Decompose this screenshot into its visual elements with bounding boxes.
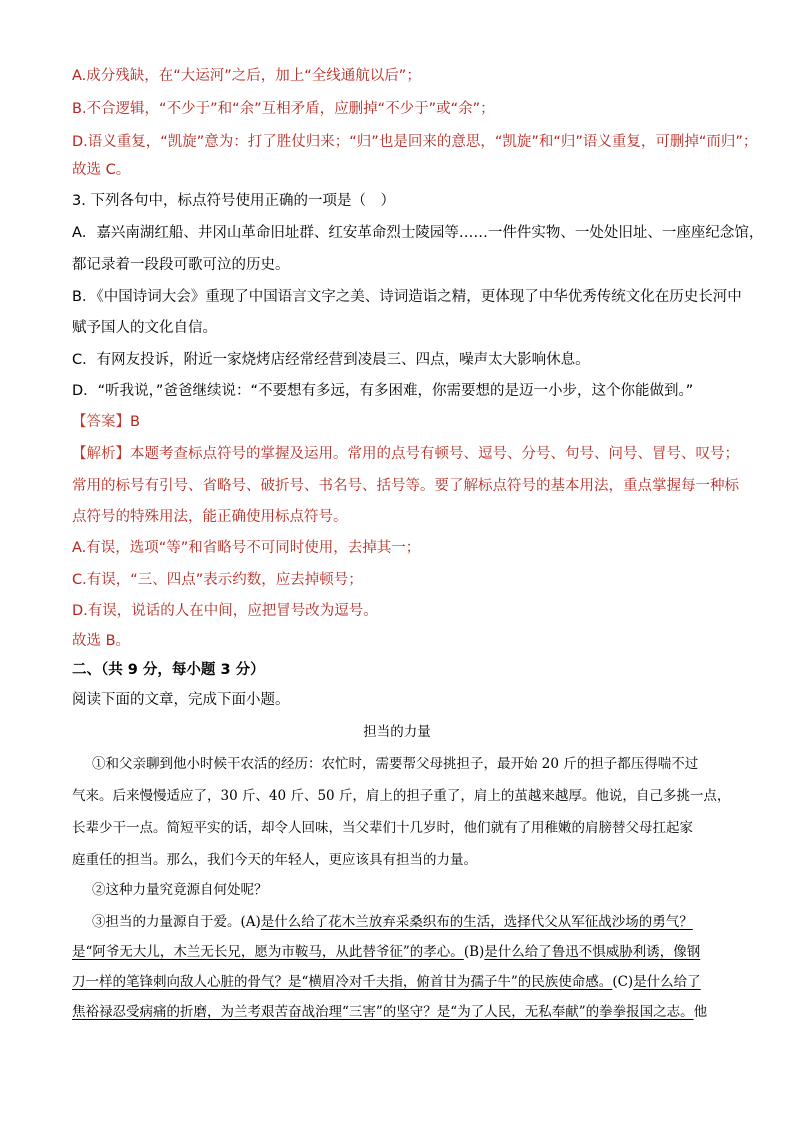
analysis-item-c: C.有误，“三、四点”表示约数，应去掉顿号；	[72, 572, 363, 588]
section2-instruction: 阅读下面的文章，完成下面小题。	[72, 692, 290, 708]
passage-p3-line3-b: (C)	[612, 974, 634, 990]
answer-tag: 【答案】	[72, 414, 130, 430]
passage-p2: ②这种力量究竟源自何处呢？	[92, 882, 268, 898]
analysis-item-d: D.有误，说话的人在中间，应把冒号改为逗号。	[72, 603, 378, 619]
question3-option-c: C．有网友投诉，附近一家烧烤店经常经营到凌晨三、四点，噪声太大影响休息。	[72, 352, 590, 368]
answer-line-b: B.不合逻辑，“不少于”和“余”互相矛盾，应删掉“不少于”或“余”；	[72, 101, 495, 117]
analysis-item-a: A.有误，选项“等”和省略号不可同时使用，去掉其一；	[72, 540, 421, 556]
answer-value: B	[130, 414, 140, 430]
question3-option-b-line2: 赋予国人的文化自信。	[72, 320, 217, 336]
passage-p3-line1-b: 是什么给了花木兰放弃采桑织布的生活，选择代父从军征战沙场的勇气？	[260, 914, 693, 930]
passage-p1-line1: ①和父亲聊到他小时候干农活的经历：农忙时，需要帮父母挑担子，最开始 20 斤的担子都压得喘不过	[92, 756, 699, 772]
question3-option-d: D．“听我说，”爸爸继续说：“不要想有多远，有多困难，你需要想的是迈一小步，这个你能做到。”	[72, 383, 694, 399]
question3-option-b-line1: B．《中国诗词大会》重现了中国语言文字之美、诗词造诣之精，更体现了中华优秀传统文化在历史长河中	[72, 289, 742, 305]
answer-line	[72, 412, 722, 432]
passage-p3-line3	[72, 972, 724, 992]
passage-p3-line4-b: 他	[693, 1004, 708, 1020]
passage-p3-line4-a: 焦裕禄忍受病痛的折磨，为兰考艰苦奋战治理“三害”的坚守？是“为了人民，无私奉献”的拳拳报国之志。	[72, 1004, 694, 1020]
passage-p3-line3-a: 刀一样的笔锋刺向敌人心脏的骨气？是“横眉冷对千夫指，俯首甘为孺子牛”的民族使命感。	[72, 974, 613, 990]
passage-p3-line1	[72, 912, 724, 932]
passage-p3-line1-a: ③担当的力量源自于爱。(A)	[92, 914, 261, 930]
passage-p3-line2-a: 是“阿爷无大儿，木兰无长兄，愿为市鞍马，从此替爷征”的孝心。	[72, 944, 464, 960]
question3-stem: 3. 下列各句中，标点符号使用正确的一项是（ ）	[72, 193, 395, 209]
analysis-line2: 常用的标号有引号、省略号、破折号、书名号、括号等。要了解标点符号的基本用法，重点掌握每一种标	[72, 478, 739, 494]
passage-p1-line4: 庭重任的担当。那么，我们今天的年轻人，更应该具有担当的力量。	[72, 852, 477, 868]
section2-heading: 二、（共 9 分，每小题 3 分）	[72, 662, 265, 678]
passage-p3-line2-c: 是什么给了鲁迅不惧威胁利诱，像钢	[484, 944, 701, 960]
answer-line-d: D.语义重复，“凯旋”意为：打了胜仗归来；“归”也是回来的意思，“凯旋”和“归”语义重复，可删掉“而归”；	[72, 134, 758, 150]
answer-line-a: A.成分残缺，在“大运河”之后，加上“全线通航以后”；	[72, 68, 421, 84]
passage-title: 担当的力量	[363, 724, 431, 740]
passage-p3-line2	[72, 942, 724, 962]
passage-p3-line4	[72, 1002, 724, 1022]
analysis-text1: 本题考查标点符号的掌握及运用。常用的点号有顿号、逗号、分号、句号、问号、冒号、叹号；	[130, 446, 739, 462]
passage-p3-line3-c: 是什么给了	[633, 974, 701, 990]
choice-c-line: 故选 C。	[72, 162, 131, 178]
analysis-line3: 点符号的特殊用法，能正确使用标点符号。	[72, 509, 348, 525]
analysis-tag: 【解析】	[72, 446, 130, 462]
passage-p1-line2: 气来。后来慢慢适应了，30 斤、40 斤、50 斤，肩上的担子重了，肩上的茧越来越厚。他说，自己多挑一点，	[72, 788, 731, 804]
question3-option-a-line1: A．嘉兴南湖红船、井冈山革命旧址群、红安革命烈士陵园等……一件件实物、一处处旧址、一座座纪念馆，	[72, 225, 764, 241]
choice-b-line: 故选 B。	[72, 633, 131, 649]
passage-p3-line2-b: (B)	[463, 944, 485, 960]
analysis-line1	[72, 444, 739, 464]
question3-option-a-line2: 都记录着一段段可歌可泣的历史。	[72, 257, 290, 273]
passage-p1-line3: 长辈少干一点。简短平实的话，却令人回味，当父辈们十几岁时，他们就有了用稚嫩的肩膀替父母扛起家	[72, 820, 693, 836]
